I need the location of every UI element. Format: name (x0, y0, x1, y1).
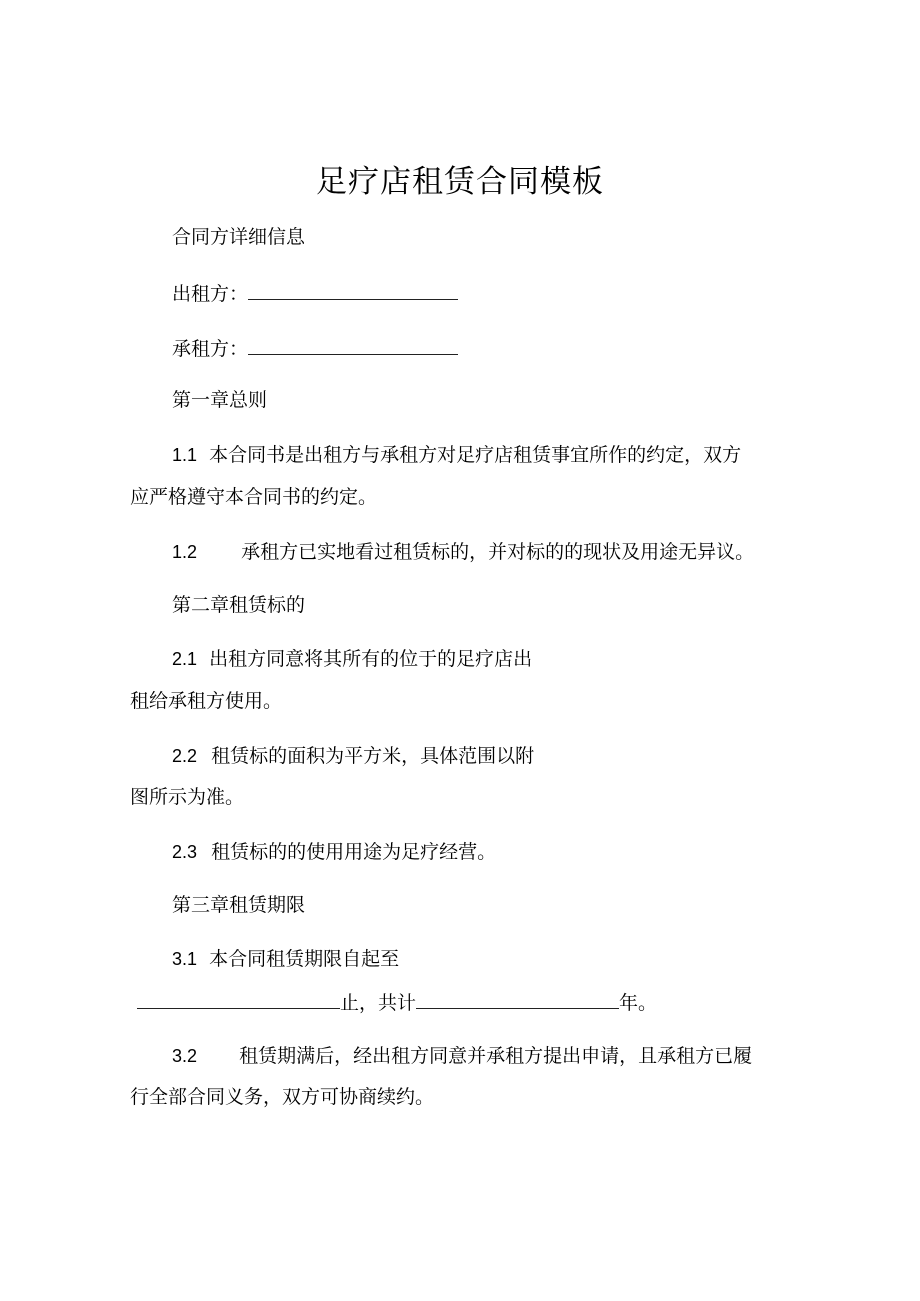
start-date-blank-field[interactable] (137, 988, 340, 1009)
clause-1-1-line2: 应严格遵守本合同书的约定。 (130, 486, 378, 508)
clause-2-2-line2: 图所示为准。 (130, 786, 245, 808)
clause-2-3-text: 租赁标的的使用用途为足疗经营。 (211, 841, 497, 863)
clause-3-1-line1 (172, 946, 399, 972)
clause-3-2-number: 3.2 (172, 1046, 198, 1066)
clause-2-2-text: 租赁标的面积为平方米，具体范围以附 (211, 745, 535, 767)
clause-3-2-line1 (172, 1043, 752, 1069)
clause-1-2 (172, 539, 754, 565)
lessor-line (172, 279, 458, 307)
term-years-blank-field[interactable] (416, 988, 619, 1009)
clause-2-1-line2: 租给承租方使用。 (130, 690, 283, 712)
clause-3-2-line2: 行全部合同义务，双方可协商续约。 (130, 1086, 435, 1108)
clause-2-1-text: 出租方同意将其所有的位于的足疗店出 (209, 648, 533, 670)
chapter2-heading: 第二章租赁标的 (172, 594, 306, 616)
clause-1-1-number: 1.1 (172, 445, 198, 465)
clause-3-1-end-text: 年。 (619, 992, 658, 1014)
clause-1-2-text: 承租方已实地看过租赁标的，并对标的的现状及用途无异议。 (241, 541, 755, 563)
clause-1-1-line1 (172, 442, 741, 468)
clause-2-3 (172, 839, 496, 865)
clause-2-1-line1 (172, 646, 532, 672)
chapter3-heading: 第三章租赁期限 (172, 894, 306, 916)
clause-1-1-text: 本合同书是出租方与承租方对足疗店租赁事宜所作的约定，双方 (209, 444, 742, 466)
clause-1-2-number: 1.2 (172, 542, 198, 562)
clause-3-1-number: 3.1 (172, 949, 198, 969)
clause-3-1-line2 (137, 988, 657, 1016)
chapter1-heading: 第一章总则 (172, 389, 268, 411)
lessee-label: 承租方： (172, 338, 249, 360)
clause-2-2-line1 (172, 743, 534, 769)
clause-2-1-number: 2.1 (172, 649, 198, 669)
clause-2-2-number: 2.2 (172, 746, 198, 766)
clause-3-1-mid-text: 止，共计 (340, 992, 417, 1014)
lessor-label: 出租方： (172, 283, 249, 305)
lessee-line (172, 334, 458, 362)
lessor-blank-field[interactable] (248, 279, 458, 300)
clause-3-2-text: 租赁期满后，经出租方同意并承租方提出申请，且承租方已履 (239, 1045, 753, 1067)
clause-3-1-text: 本合同租赁期限自起至 (209, 948, 400, 970)
parties-heading: 合同方详细信息 (172, 226, 306, 248)
document-title: 足疗店租赁合同模板 (316, 164, 604, 200)
clause-2-3-number: 2.3 (172, 842, 198, 862)
lessee-blank-field[interactable] (248, 334, 458, 355)
